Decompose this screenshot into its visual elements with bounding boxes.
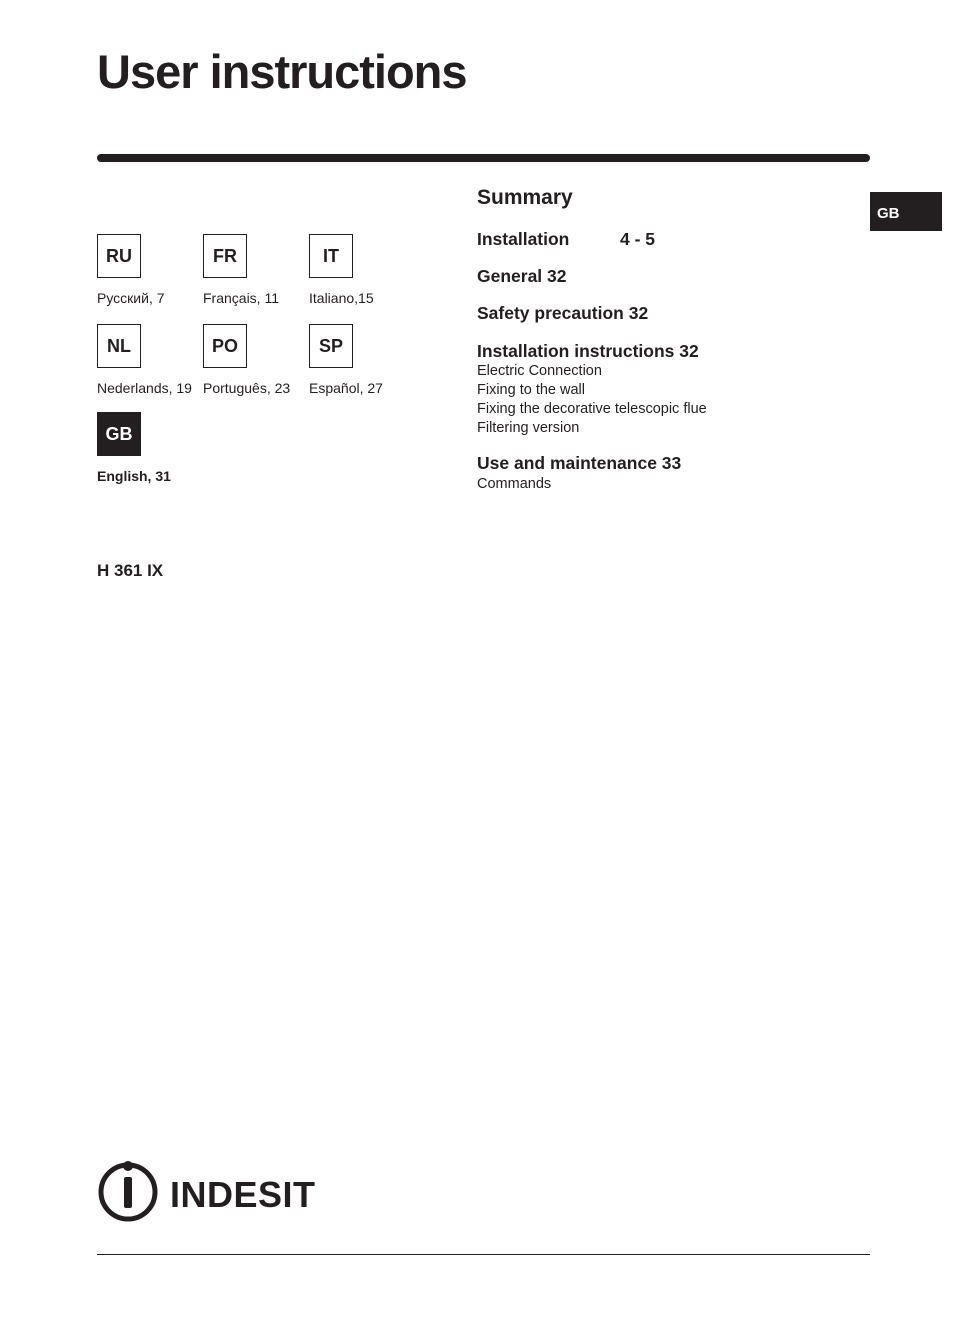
- lang-badge-ru: RU: [97, 234, 141, 278]
- toc-item: Filtering version: [477, 420, 580, 436]
- lang-label-gb: English, 31: [97, 468, 171, 484]
- lang-label-sp: Español, 27: [309, 380, 383, 396]
- brand-logo: [97, 1160, 337, 1231]
- model-number: H 361 IX: [97, 561, 164, 580]
- toc-heading-safety: Safety precaution 32: [477, 303, 649, 323]
- lang-label-po: Português, 23: [203, 380, 291, 396]
- lang-label-ru: Русский, 7: [97, 290, 165, 306]
- lang-badge-fr: FR: [203, 234, 247, 278]
- lang-label-fr: Français, 11: [203, 290, 279, 306]
- toc-item: Fixing to the wall: [477, 382, 585, 398]
- toc-pages-installation: 4 - 5: [620, 229, 656, 249]
- indesit-logo-icon: [97, 1160, 337, 1226]
- lang-badge-sp: SP: [309, 324, 353, 368]
- toc-item: Commands: [477, 476, 552, 492]
- lang-badge-po: PO: [203, 324, 247, 368]
- language-side-tab: GB: [870, 192, 942, 231]
- toc-heading-installation-instructions: Installation instructions 32: [477, 341, 699, 361]
- brand-logo-text: INDESIT: [170, 1174, 316, 1215]
- footer-divider: [97, 1254, 870, 1255]
- lang-badge-nl: NL: [97, 324, 141, 368]
- lang-badge-it: IT: [309, 234, 353, 278]
- toc-item: Fixing the decorative telescopic flue: [477, 401, 707, 417]
- toc-heading-general: General 32: [477, 266, 567, 286]
- header-divider: [97, 154, 870, 162]
- page-title: User instructions: [97, 45, 467, 98]
- summary-title: Summary: [477, 186, 573, 209]
- lang-label-it: Italiano,15: [309, 290, 374, 306]
- lang-label-nl: Nederlands, 19: [97, 380, 192, 396]
- toc-heading-use-maintenance: Use and maintenance 33: [477, 453, 682, 473]
- toc-item: Electric Connection: [477, 363, 602, 379]
- lang-badge-gb: GB: [97, 412, 141, 456]
- toc-heading-installation: Installation: [477, 229, 570, 249]
